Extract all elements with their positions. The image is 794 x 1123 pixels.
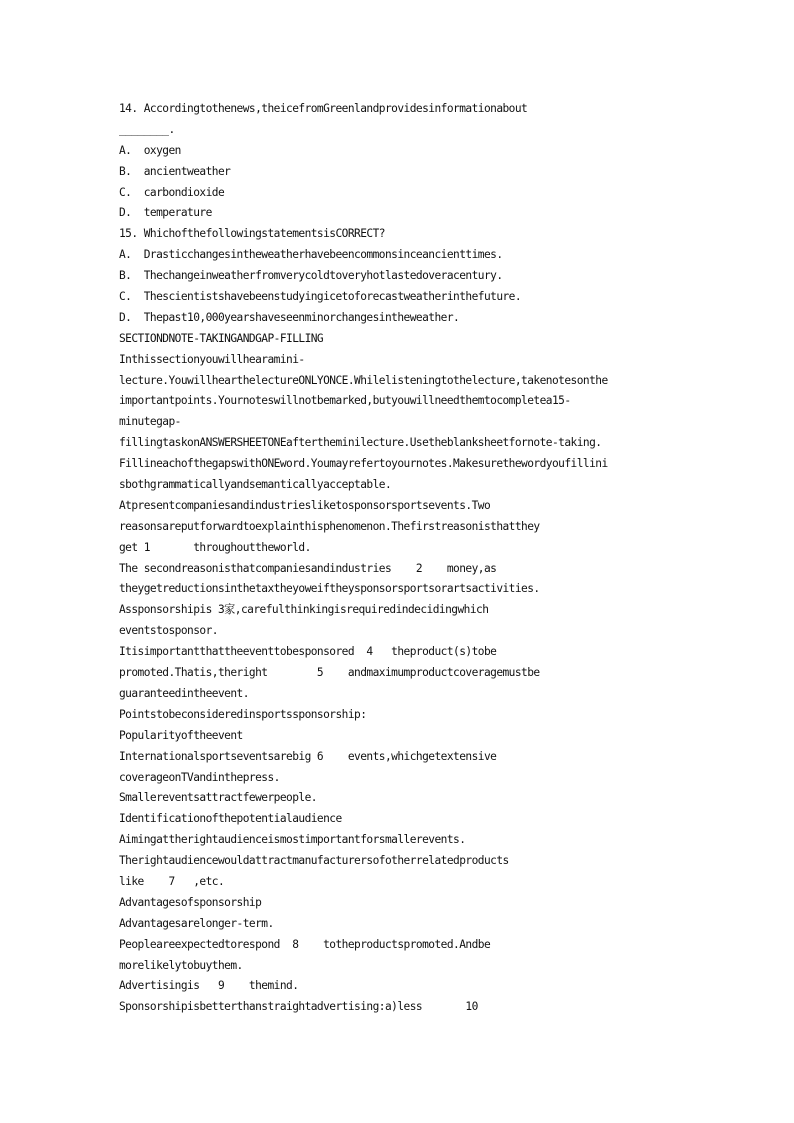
gap-6-line: Internationalsportseventsarebig 6 events,whichgetextensive: [119, 749, 497, 763]
gap-5-line: promoted.Thatis,theright 5 andmaximumproductcoveragemustbe: [119, 666, 540, 680]
instructions-line: FillineachofthegapswithONEword.Youmayrefertoyournotes.Makesurethewordyoufillini: [119, 457, 608, 471]
section-heading: SECTIONDNOTE-TAKINGANDGAP-FILLING: [119, 331, 324, 345]
notes-line: Therightaudiencewouldattractmanufacturersofotherrelatedproducts: [119, 854, 509, 868]
notes-line: reasonsareputforwardtoexplainthisphenomenon.Thefirstreasonisthatthey: [119, 519, 540, 533]
notes-line: guaranteedintheevent.: [119, 686, 249, 700]
question-14-option-c: C. carbondioxide: [119, 185, 225, 199]
instructions-line: Inthissectionyouwillhearamini-: [119, 352, 305, 366]
question-14-blank: ________.: [119, 122, 175, 136]
instructions-line: lecture.YouwillhearthelectureONLYONCE.Whilelisteningtothelecture,takenotesonthe: [119, 373, 608, 387]
notes-line: Atpresentcompaniesandindustriesliketosponsorsportsevents.Two: [119, 498, 491, 512]
document-body: [119, 99, 699, 1018]
notes-line: Advantagesarelonger-term.: [119, 916, 274, 930]
notes-subheading: Identificationofthepotentialaudience: [119, 812, 342, 826]
gap-3-line: Assponsorshipis 3家,carefulthinkingisrequiredindecidingwhich: [119, 603, 489, 617]
question-15-stem: 15. WhichofthefollowingstatementsisCORRECT?: [119, 227, 385, 241]
question-14-option-d: D. temperature: [119, 206, 212, 220]
gap-9-line: Advertisingis 9 themind.: [119, 979, 299, 993]
gap-4-line: Itisimportantthattheeventtobesponsored 4 theproduct(s)tobe: [119, 645, 497, 659]
notes-subheading: Advantagesofsponsorship: [119, 895, 262, 909]
notes-subheading: Popularityoftheevent: [119, 728, 243, 742]
notes-line: morelikelytobuythem.: [119, 958, 243, 972]
question-15-option-d: D. Thepast10,000yearshaveseenminorchangesintheweather.: [119, 310, 460, 324]
gap-10-line: Sponsorshipisbetterthanstraightadvertising:a)less 10: [119, 1000, 478, 1014]
notes-line: coverageonTVandinthepress.: [119, 770, 280, 784]
instructions-line: importantpoints.Yournoteswillnotbemarked,butyouwillneedthemtocompletea15-: [119, 394, 571, 408]
notes-line: Smallereventsattractfewerpeople.: [119, 791, 317, 805]
question-15-option-c: C. Thescientistshavebeenstudyingicetoforecastweatherinthefuture.: [119, 290, 522, 304]
question-14-stem: 14. Accordingtothenews,theicefromGreenlandprovidesinformationabout: [119, 102, 528, 115]
instructions-line: minutegap-: [119, 415, 181, 429]
notes-line: theygetreductionsinthetaxtheyoweiftheysponsorsportsorartsactivities.: [119, 582, 540, 596]
notes-line: Aimingattherightaudienceismostimportantforsmallerevents.: [119, 833, 466, 847]
question-14-option-a: A. oxygen: [119, 143, 181, 157]
gap-8-line: Peopleareexpectedtorespond 8 totheproductspromoted.Andbe: [119, 937, 491, 951]
question-14-option-b: B. ancientweather: [119, 164, 231, 178]
gap-1-line: get 1 throughouttheworld.: [119, 540, 311, 554]
question-15-option-a: A. Drasticchangesintheweatherhavebeencommonsinceancienttimes.: [119, 248, 503, 262]
notes-subheading: Pointstobeconsideredinsportssponsorship:: [119, 707, 367, 721]
gap-7-line: like 7 ,etc.: [119, 874, 225, 888]
gap-2-line: The secondreasonisthatcompaniesandindustries 2 money,as: [119, 561, 497, 575]
instructions-line: sbothgrammaticallyandsemanticallyacceptable.: [119, 478, 392, 492]
instructions-line: fillingtaskonANSWERSHEETONEaftertheminilecture.Usetheblanksheetfornote-taking.: [119, 436, 602, 450]
question-15-option-b: B. Thechangeinweatherfromverycoldtoveryhotlastedoveracentury.: [119, 269, 503, 283]
notes-line: eventstosponsor.: [119, 624, 218, 638]
